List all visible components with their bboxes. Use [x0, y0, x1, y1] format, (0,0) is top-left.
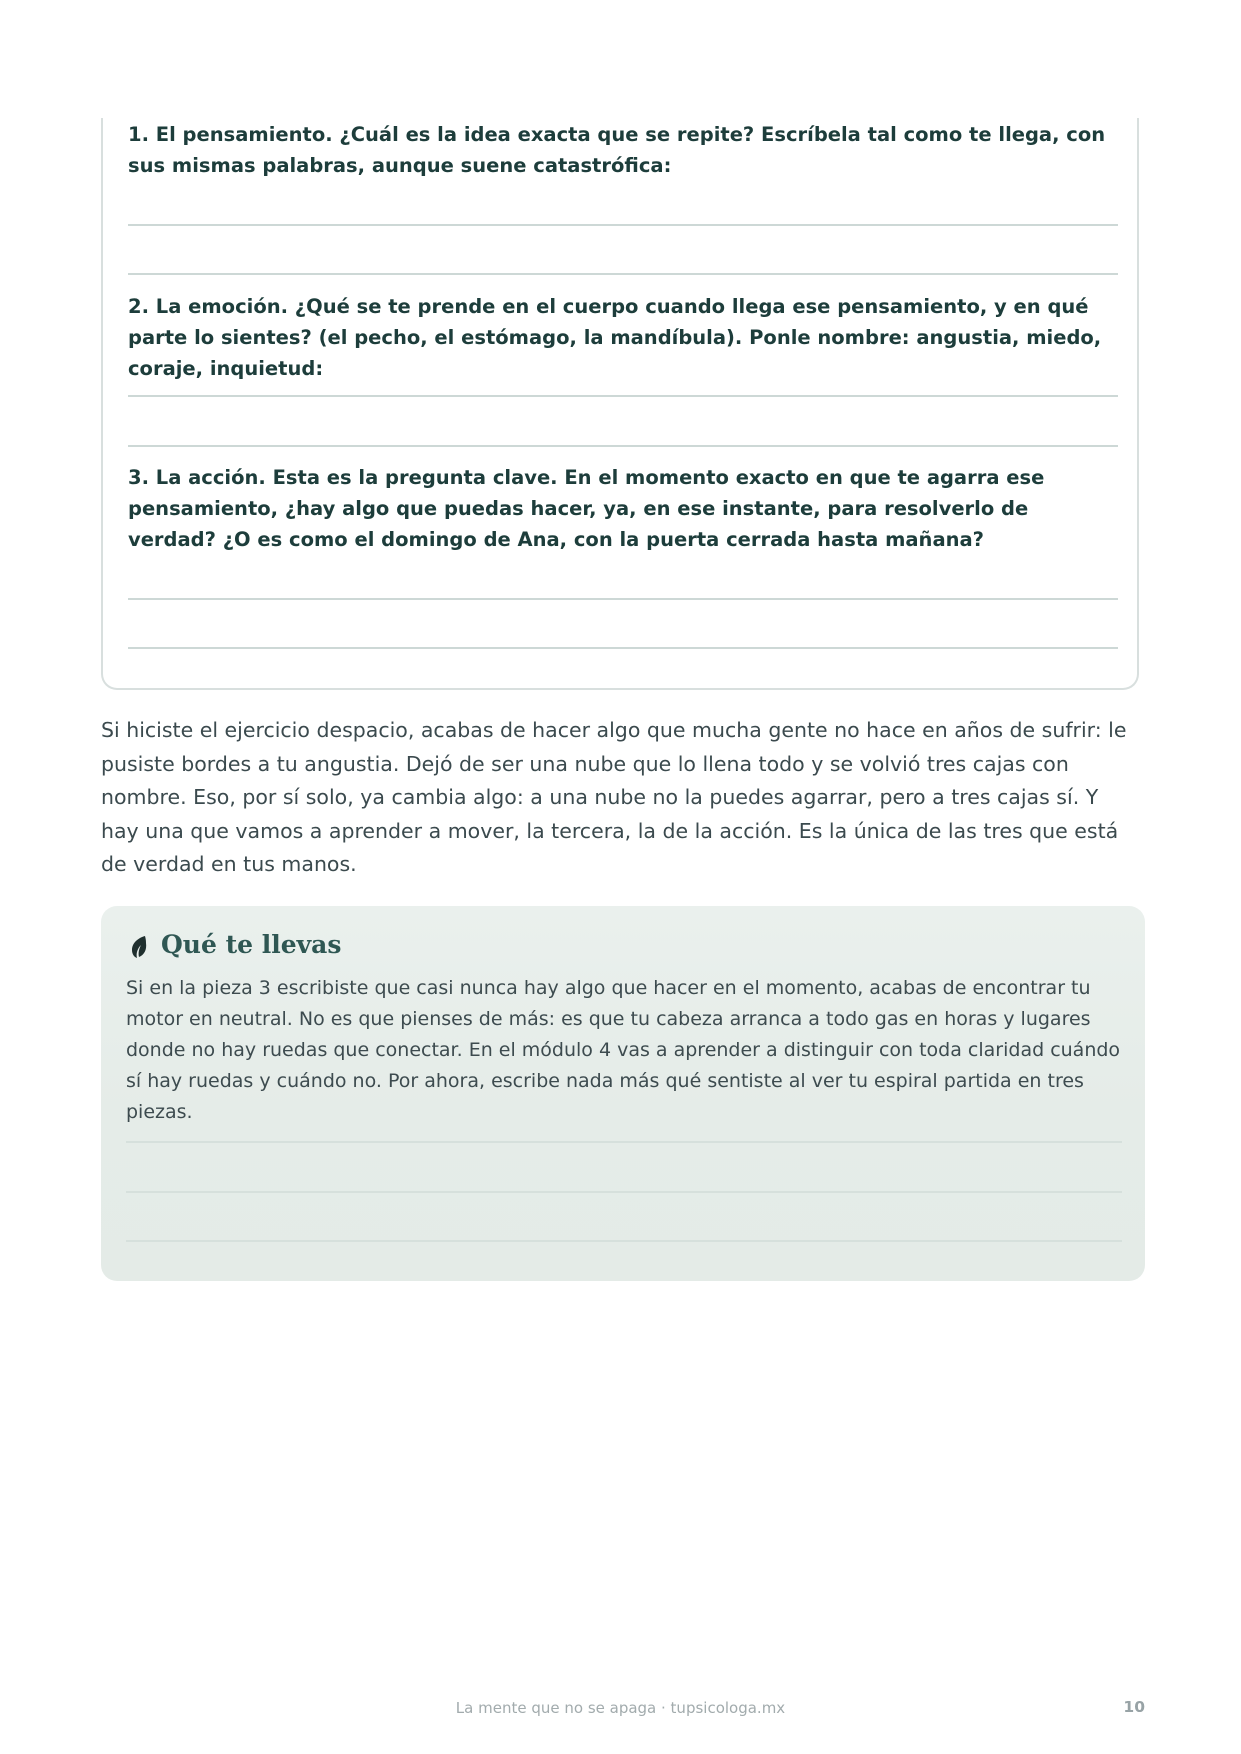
answer-line-3b[interactable]: [128, 647, 1118, 649]
question-1-heading: 1. El pensamiento.: [128, 123, 333, 146]
question-3-text: Esta es la pregunta clave. En el momento exacto en que te agarra ese pensamiento, ¿hay algo que puedas hacer, ya, en ese instante, para resolverlo de verdad? ¿O es como el domingo de Ana, con la puerta cerrada hasta mañana?: [128, 466, 1045, 551]
answer-line-1b[interactable]: [128, 273, 1118, 275]
takeaway-line-1[interactable]: [126, 1141, 1122, 1143]
question-3-heading: 3. La acción.: [128, 466, 266, 489]
question-2-text: ¿Qué se te prende en el cuerpo cuando llega ese pensamiento, y en qué parte lo sientes? (el pecho, el estómago, la mandíbula). Ponle nombre: angustia, miedo, coraje, inquietud:: [128, 295, 1102, 380]
question-3: [128, 462, 1118, 555]
takeaway-line-2[interactable]: [126, 1191, 1122, 1193]
answer-line-2b[interactable]: [128, 445, 1118, 447]
answer-line-2a[interactable]: [128, 395, 1118, 397]
answer-line-1a[interactable]: [128, 224, 1118, 226]
answer-line-3a[interactable]: [128, 598, 1118, 600]
question-2-heading: 2. La emoción.: [128, 295, 289, 318]
page-number: 10: [1123, 1698, 1145, 1716]
leaf-icon: [128, 934, 150, 960]
question-2: [128, 291, 1118, 384]
takeaway-title: Qué te llevas: [161, 930, 342, 959]
body-paragraph: Si hiciste el ejercicio despacio, acabas de hacer algo que mucha gente no hace en años de sufrir: le pusiste bordes a tu angustia. Dejó de ser una nube que lo llena todo y se volvió tres cajas con nombre. Eso, por sí solo, ya cambia algo: a una nube no la puedes agarrar, pero a tres cajas sí. Y hay una que vamos a aprender a mover, la tercera, la de la acción. Es la única de las tres que está de verdad en tus manos.: [101, 718, 1127, 876]
takeaway-text: Si en la pieza 3 escribiste que casi nunca hay algo que hacer en el momento, acabas de encontrar tu motor en neutral. No es que pienses de más: es que tu cabeza arranca a todo gas en horas y lugares donde no hay ruedas que conectar. En el módulo 4 vas a aprender a distinguir con toda claridad cuándo sí hay ruedas y cuándo no. Por ahora, escribe nada más qué sentiste al ver tu espiral partida en tres piezas.: [126, 977, 1121, 1123]
question-1: [128, 119, 1118, 181]
takeaway-line-3[interactable]: [126, 1240, 1122, 1242]
footer-title: La mente que no se apaga · tupsicologa.mx: [455, 1699, 786, 1717]
question-1-text: ¿Cuál es la idea exacta que se repite? Escríbela tal como te llega, con sus mismas palabras, aunque suene catastrófica:: [128, 123, 1106, 177]
exercise-card: [101, 118, 1139, 690]
